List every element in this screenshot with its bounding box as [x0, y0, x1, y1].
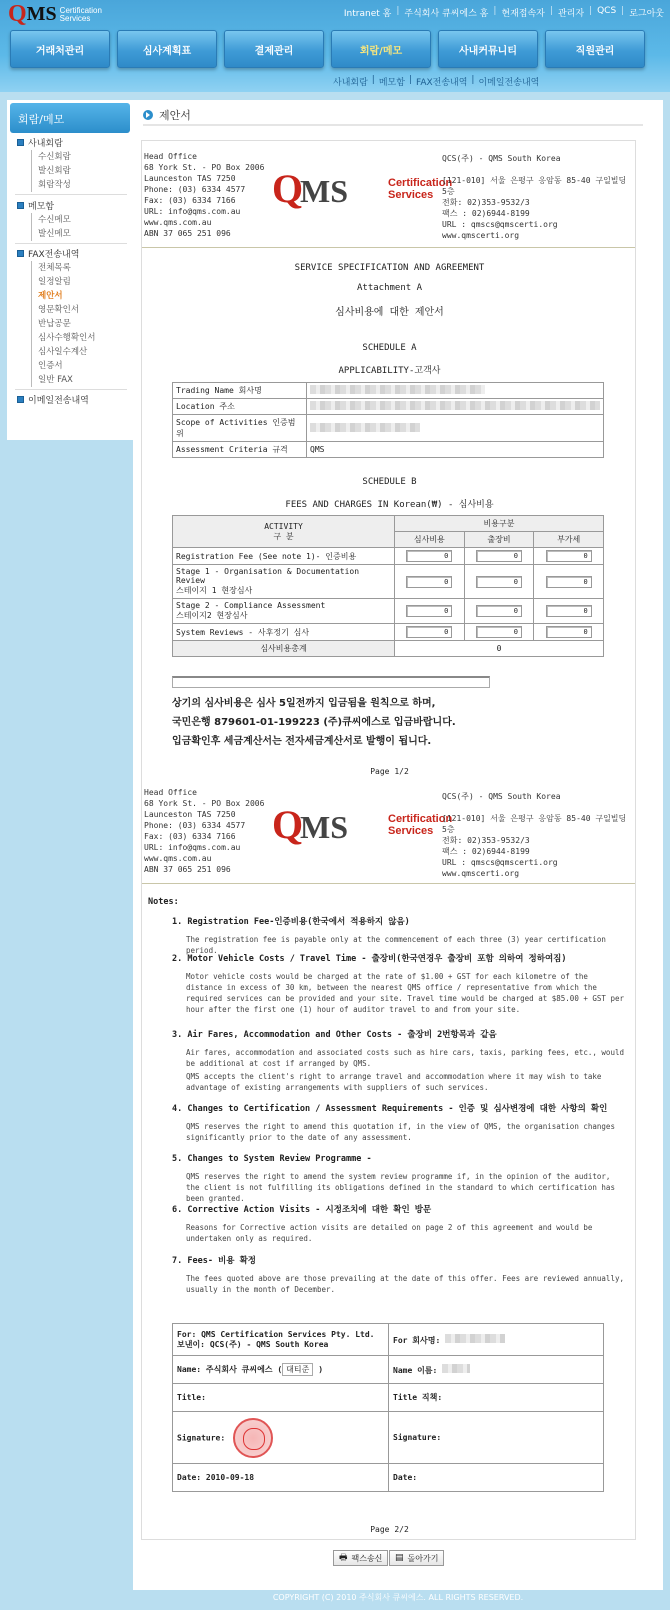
note-item — [172, 953, 627, 1015]
sidebar-section-fax[interactable] — [17, 247, 79, 260]
divider — [143, 124, 643, 126]
bullet-icon — [17, 202, 24, 209]
note-item — [172, 1103, 627, 1143]
page-number: Page 1/2 — [370, 767, 409, 776]
row-label-en: Stage 2 - Compliance Assessment — [176, 601, 326, 610]
header-cost: 비용구분 — [395, 516, 604, 532]
row-label: Location 주소 — [173, 399, 307, 415]
table-row — [173, 624, 604, 641]
addr-line: URL: info@qms.com.au — [144, 843, 241, 852]
subnav-circular[interactable]: 사내회람 — [333, 78, 368, 88]
fee-input[interactable]: 0 — [476, 626, 522, 638]
sidebar-item[interactable]: 수신메모 — [31, 213, 71, 227]
table-row — [173, 1356, 604, 1384]
applicability-table — [172, 382, 604, 458]
header-text: ACTIVITY — [264, 521, 303, 531]
total-row — [173, 641, 604, 657]
addr-line: URL : qmscs@qmscerti.org — [442, 858, 558, 867]
note-title: 7. Fees- 비용 확정 — [172, 1256, 257, 1266]
page-title-text: 제안서 — [159, 109, 191, 122]
sign-name: Name: 주식회사 큐씨에스 ( — [177, 1365, 283, 1374]
letterhead-left — [144, 787, 264, 875]
redacted-value — [310, 423, 420, 432]
divider — [15, 243, 127, 244]
sidebar-title: 회람/메모 — [10, 103, 130, 133]
bullet-icon — [17, 139, 24, 146]
sidebar-item[interactable]: 심사일수계산 — [31, 345, 87, 359]
fee-input[interactable]: 0 — [406, 576, 452, 588]
subnav-memo[interactable]: 메모함 — [378, 78, 405, 88]
header-col: 출장비 — [464, 532, 534, 548]
sub-nav: 사내회람 | 메모함 | FAX전송내역 | 이메일전송내역 — [333, 75, 540, 88]
addr-line: 전화: 02)353-9532/3 — [442, 836, 530, 845]
redacted-value — [442, 1364, 470, 1373]
sidebar-item[interactable]: 일정알림 — [31, 275, 71, 289]
logo-services: Services — [388, 189, 434, 201]
note-item — [172, 1255, 627, 1295]
page-title — [143, 107, 191, 123]
top-links: Intranet 홈 | 주식회사 큐씨에스 홈 | 현재접속자 | 관리자 | QCS | 로그아웃 — [343, 6, 664, 19]
logo-q: Q — [272, 802, 304, 847]
sidebar-section-email[interactable] — [17, 393, 89, 406]
divider — [142, 247, 635, 248]
note-title: 6. Corrective Action Visits - 시정조치에 대한 확인 방문 — [172, 1205, 432, 1215]
sidebar-item[interactable]: 심사수행확인서 — [31, 331, 95, 345]
addr-line — [442, 802, 635, 813]
row-label-ko: 스테이지2 현장심사 — [176, 611, 248, 620]
button-label: 돌아가기 — [407, 1553, 439, 1563]
addr-line: www.qms.com.au — [144, 218, 212, 227]
separator-box — [172, 676, 490, 688]
logo-ms: MS — [300, 809, 348, 845]
doc-title: SERVICE SPECIFICATION AND AGREEMENT — [294, 263, 485, 273]
sign-signature-client: Signature: — [389, 1412, 604, 1464]
row-value — [307, 383, 604, 399]
sign-title: Title: — [173, 1384, 389, 1412]
row-label: Trading Name 회사명 — [173, 383, 307, 399]
total-value: 0 — [395, 641, 604, 657]
row-label — [173, 565, 395, 599]
letterhead-right — [442, 153, 635, 241]
top-link-admin[interactable]: 관리자 — [557, 9, 585, 19]
addr-line: URL : qmscs@qmscerti.org — [442, 220, 558, 229]
header-col: 심사비용 — [395, 532, 465, 548]
fee-input[interactable]: 0 — [546, 626, 592, 638]
sign-cell — [389, 1356, 604, 1384]
sidebar-item[interactable]: 일반 FAX — [31, 373, 73, 387]
sidebar-item[interactable]: 영문확인서 — [31, 303, 79, 317]
note-title: 3. Air Fares, Accommodation and Other Costs - 출장비 2번항목과 같음 — [172, 1030, 497, 1040]
logo-services: Services — [388, 825, 434, 837]
schedule-b-title: SCHEDULE B — [362, 477, 417, 487]
row-value — [307, 415, 604, 442]
fee-input[interactable]: 0 — [476, 605, 522, 617]
addr-line: Head Office — [144, 152, 197, 161]
fax-send-button[interactable] — [333, 1550, 388, 1566]
fee-input[interactable]: 0 — [546, 605, 592, 617]
note-item — [172, 1204, 627, 1244]
subnav-fax[interactable]: FAX전송내역 — [415, 78, 468, 88]
addr-line: Launceston TAS 7250 — [144, 810, 236, 819]
bullet-icon — [17, 396, 24, 403]
addr-line: Fax: (03) 6334 7166 — [144, 832, 236, 841]
fee-input[interactable]: 0 — [406, 626, 452, 638]
schedule-a-title: SCHEDULE A — [362, 343, 417, 353]
note-title: 4. Changes to Certification / Assessment Requirements - 인증 및 심사변경에 대한 사항의 확인 — [172, 1104, 608, 1114]
back-button[interactable] — [389, 1550, 444, 1566]
top-link-logout[interactable]: 로그아웃 — [629, 9, 664, 19]
sign-name-close: ) — [318, 1365, 324, 1374]
doc-subtitle-ko: 심사비용에 대한 제안서 — [335, 307, 444, 318]
sidebar-item[interactable]: 회람작성 — [31, 178, 71, 192]
row-label-en: Stage 1 - Organisation & Documentation Review — [176, 567, 360, 585]
sign-name-value: 대티준 — [282, 1363, 313, 1376]
logo-cert: Certification — [388, 177, 453, 189]
arrow-circle-icon — [143, 110, 153, 120]
addr-line: QCS(주) - QMS South Korea — [442, 792, 561, 801]
addr-line: www.qmscerti.org — [442, 231, 520, 240]
addr-line: Head Office — [144, 788, 197, 797]
sign-title-client: Title 직책: — [389, 1384, 604, 1412]
letterhead-right — [442, 791, 635, 879]
sidebar-item[interactable]: 전체목록 — [31, 261, 71, 275]
addr-line: Phone: (03) 6334 4577 — [144, 185, 246, 194]
sidebar — [7, 100, 133, 440]
table-row — [173, 1412, 604, 1464]
table-row — [173, 1384, 604, 1412]
addr-line: 팩스 : 02)6944-8199 — [442, 847, 530, 856]
subnav-email[interactable]: 이메일전송내역 — [478, 78, 540, 88]
header-text: 구 분 — [273, 531, 294, 541]
sidebar-item[interactable]: 반납공문 — [31, 317, 71, 331]
proposal-document — [141, 140, 636, 1540]
button-label: 팩스송신 — [351, 1553, 383, 1563]
fee-input[interactable]: 0 — [546, 550, 592, 562]
sign-sender: 보낸이: QCS(주) - QMS South Korea — [177, 1339, 329, 1349]
logo-ms: MS — [300, 173, 348, 209]
addr-line: ABN 37 065 251 096 — [144, 229, 231, 238]
logo-cert: Certification — [388, 813, 453, 825]
fee-input[interactable]: 0 — [476, 550, 522, 562]
addr-line: Fax: (03) 6334 7166 — [144, 196, 236, 205]
nav-client[interactable]: 거래처관리 — [10, 30, 110, 68]
sign-cell — [173, 1324, 389, 1356]
note-item — [172, 916, 627, 956]
fee-input[interactable]: 0 — [406, 605, 452, 617]
page-number: Page 2/2 — [370, 1525, 409, 1534]
divider — [15, 389, 127, 390]
logo-ms: MS — [26, 3, 57, 25]
note-title: 2. Motor Vehicle Costs / Travel Time - 출장비(한국연경우 출장비 포함 의하여 정하여짐) — [172, 954, 567, 964]
logo-sub1: Certification — [59, 6, 102, 15]
row-label — [173, 599, 395, 624]
note-title: 5. Changes to System Review Programme - — [172, 1154, 372, 1164]
redacted-value — [310, 385, 485, 394]
divider — [15, 194, 127, 195]
sign-date: Date: 2010-09-18 — [173, 1464, 389, 1492]
row-value — [307, 399, 604, 415]
note-body: Air fares, accommodation and associated costs such as hire cars, taxis, parking fees, etc., would be additional at cost if arranged by QMS. — [186, 1048, 624, 1068]
company-seal — [233, 1418, 273, 1458]
addr-line: Launceston TAS 7250 — [144, 174, 236, 183]
top-link-intranet[interactable]: Intranet 홈 — [343, 9, 392, 19]
addr-line: www.qmscerti.org — [442, 869, 520, 878]
note-body: QMS reserves the right to amend this quotation if, in the view of QMS, the organisation changes significantly prior to the date of any assessment. — [186, 1122, 615, 1142]
table-row — [173, 548, 604, 565]
top-link-qcs[interactable]: QCS — [597, 6, 617, 16]
top-link-online[interactable]: 현재접속자 — [501, 9, 545, 19]
logo-subtitle — [60, 7, 102, 23]
sidebar-section-label: 이메일전송내역 — [28, 396, 89, 406]
divider — [142, 883, 635, 884]
signature-table — [172, 1323, 604, 1492]
note-title: 1. Registration Fee-인증비용(한국에서 적용하지 않음) — [172, 917, 410, 927]
header-activity — [173, 516, 395, 548]
row-label: System Reviews - 사후정기 심사 — [173, 624, 395, 641]
table-row — [173, 599, 604, 624]
addr-line: 팩스 : 02)6944-8199 — [442, 209, 530, 218]
header — [0, 0, 670, 92]
addr-line: 68 York St. - PO Box 2006 — [144, 799, 265, 808]
sign-signature: Signature: — [177, 1433, 226, 1442]
sidebar-section-label: 사내회람 — [28, 139, 63, 149]
note-body: The fees quoted above are those prevailing at the date of this offer. Fees are reviewed annually, usually in the month of December. — [186, 1274, 624, 1294]
letterhead-left — [144, 151, 264, 239]
nav-staff[interactable]: 직원관리 — [545, 30, 645, 68]
logo-q: Q — [272, 166, 304, 211]
app-logo[interactable] — [8, 3, 102, 25]
note-item — [172, 1153, 627, 1204]
redacted-value — [310, 401, 600, 410]
fee-input[interactable]: 0 — [546, 576, 592, 588]
nav-schedule[interactable]: 심사계획표 — [117, 30, 217, 68]
qms-logo — [272, 802, 453, 855]
qms-logo — [272, 166, 453, 219]
note-item — [172, 1029, 627, 1093]
addr-line: 68 York St. - PO Box 2006 — [144, 163, 265, 172]
addr-line: [121-010] 서울 은평구 응암동 85-40 구일빌딩 5층 — [442, 176, 627, 196]
sidebar-item[interactable]: 수신회람 — [31, 150, 71, 164]
addr-line: [121-010] 서울 은평구 응암동 85-40 구일빌딩 5층 — [442, 814, 627, 834]
header-col: 부가세 — [534, 532, 604, 548]
table-row — [173, 399, 604, 415]
addr-line: 전화: 02)353-9532/3 — [442, 198, 530, 207]
sidebar-item[interactable]: 발신회람 — [31, 164, 71, 178]
sign-name-client: Name 이름: — [393, 1365, 438, 1375]
printer-icon: 🖶 — [339, 1553, 348, 1563]
sign-cell — [389, 1324, 604, 1356]
sidebar-item-current[interactable]: 제안서 — [31, 289, 63, 303]
sign-date-client: Date: — [389, 1464, 604, 1492]
row-label: Assessment Criteria 규격 — [173, 442, 307, 458]
row-value: QMS — [307, 442, 604, 458]
payment-invoice: 입금확인후 세금계산서는 전자세금계산서로 발행이 됩니다. — [172, 736, 432, 747]
doc-subtitle: Attachment A — [356, 283, 423, 293]
addr-line: Phone: (03) 6334 4577 — [144, 821, 246, 830]
table-row — [173, 1464, 604, 1492]
sidebar-section-label: 메모함 — [28, 202, 55, 212]
addr-line — [442, 164, 635, 175]
fee-input[interactable]: 0 — [476, 576, 522, 588]
total-label: 심사비용총계 — [173, 641, 395, 657]
nav-community[interactable]: 사내커뮤니티 — [438, 30, 538, 68]
main-content — [133, 100, 663, 1590]
footer-copyright: COPYRIGHT (C) 2010 주식회사 큐씨에스. ALL RIGHTS RESERVED. — [272, 1593, 524, 1602]
row-label: Scope of Activities 인증범위 — [173, 415, 307, 442]
sign-for: For: QMS Certification Services Pty. Ltd. — [177, 1329, 375, 1339]
note-body: The registration fee is payable only at the commencement of each three (3) year certification period. — [186, 935, 606, 955]
table-row — [173, 1324, 604, 1356]
list-icon: ▤ — [395, 1553, 404, 1563]
sidebar-section-circular[interactable] — [17, 136, 63, 149]
sidebar-section-memo[interactable] — [17, 199, 54, 212]
row-label: Registration Fee (See note 1)- 인증비용 — [173, 548, 395, 565]
addr-line: URL: info@qms.com.au — [144, 207, 241, 216]
note-body: Reasons for Corrective action visits are detailed on page 2 of this agreement and would be undertaken only as required. — [186, 1223, 593, 1243]
logo-q: Q — [8, 1, 27, 27]
sidebar-item[interactable]: 인증서 — [31, 359, 63, 373]
table-row — [173, 442, 604, 458]
sign-for-client: For 회사명: — [393, 1335, 441, 1345]
sign-cell — [173, 1412, 389, 1464]
fee-input[interactable]: 0 — [406, 550, 452, 562]
redacted-value — [445, 1334, 505, 1343]
bullet-icon — [17, 250, 24, 257]
addr-line: ABN 37 065 251 096 — [144, 865, 231, 874]
note-body: QMS accepts the client's right to arrange travel and accommodation where it may wish to take advantage of existing arrangements with suppliers of such services. — [186, 1072, 602, 1092]
nav-memo[interactable]: 회람/메모 — [331, 30, 431, 68]
addr-line: www.qms.com.au — [144, 854, 212, 863]
schedule-b-subtitle: FEES AND CHARGES IN Korean(₩) - 심사비용 — [285, 500, 494, 510]
note-body: QMS reserves the right to amend the system review programme if, in the opinion of the auditor, the client is not fulfilling its obligations defined in the standard to which certification has been granted. — [186, 1172, 615, 1203]
main-nav — [10, 30, 652, 68]
sign-cell — [173, 1356, 389, 1384]
sidebar-section-label: FAX전송내역 — [28, 250, 80, 260]
notes-title: Notes: — [148, 897, 179, 907]
table-row — [173, 415, 604, 442]
row-label-ko: 스테이지 1 현장심사 — [176, 586, 253, 595]
addr-line: QCS(주) - QMS South Korea — [442, 154, 561, 163]
logo-sub2: Services — [59, 14, 91, 23]
sidebar-item[interactable]: 발신메모 — [31, 227, 71, 241]
top-link-company[interactable]: 주식회사 큐씨에스 홈 — [404, 9, 489, 19]
payment-account: 국민은행 879601-01-199223 (주)큐씨에스로 입금바랍니다. — [172, 717, 456, 728]
note-body: Motor vehicle costs would be charged at the rate of $1.00 + GST for each kilometre of the distance in excess of 30 km, between the nearest QMS office / representative from which the required services can be provided and your site. Travel time would be charged at $85.00 + GST per hour after the first one (1) hour of auditor travel to and from your site. — [186, 972, 624, 1014]
table-row — [173, 383, 604, 399]
payment-note: 상기의 심사비용은 심사 5일전까지 입금됨을 원칙으로 하며, — [172, 698, 436, 709]
fees-table — [172, 515, 604, 657]
table-row — [173, 565, 604, 599]
nav-payment[interactable]: 결제관리 — [224, 30, 324, 68]
schedule-a-subtitle: APPLICABILITY-고객사 — [338, 366, 441, 376]
